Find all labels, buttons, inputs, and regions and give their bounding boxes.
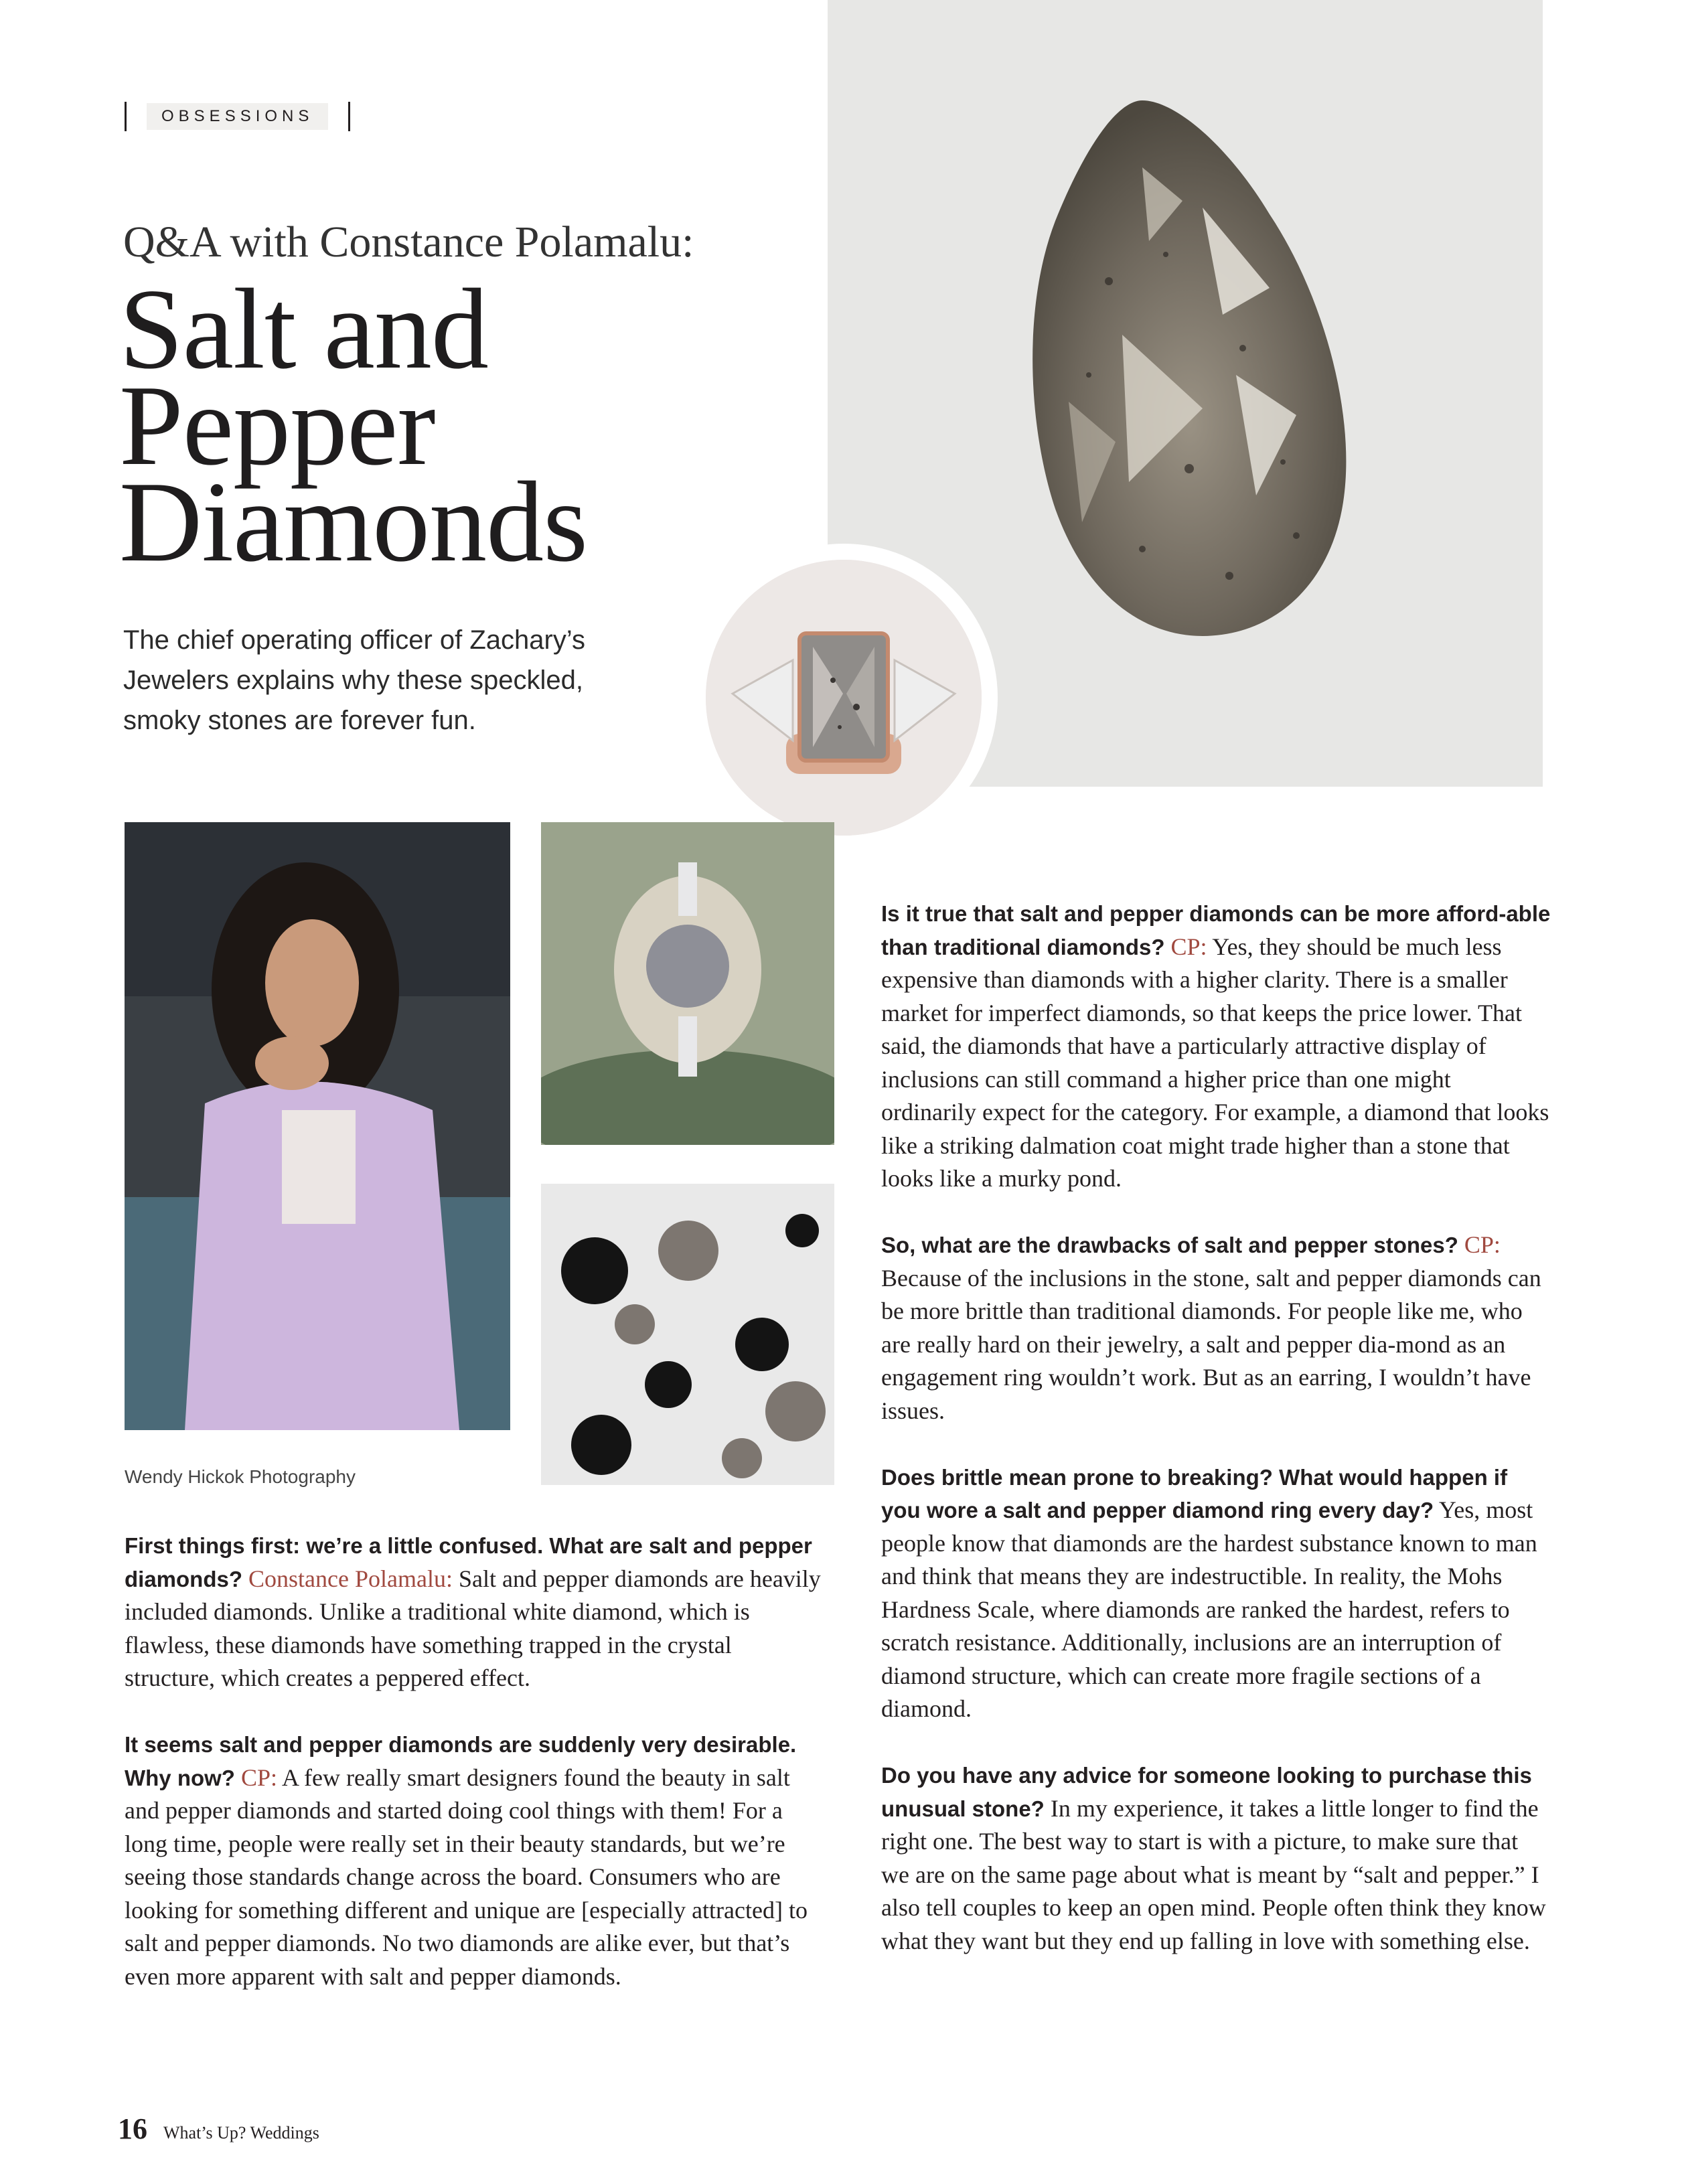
page-number: 16 (118, 2112, 147, 2145)
tag-rule-right (348, 102, 350, 131)
qa-item (125, 1728, 828, 1993)
question: Is it true that salt and pepper diamonds can be more afford-able than traditional diamonds? (881, 901, 1551, 959)
ring-circle-photo (690, 544, 998, 852)
photo-credit: Wendy Hickok Photography (125, 1466, 356, 1487)
dek: The chief operating officer of Zachary’s Jewelers explains why these speckled, smoky stones are forever fun. (123, 625, 585, 735)
article-column-right (881, 897, 1551, 1991)
speaker: CP: (1170, 933, 1207, 960)
folio (118, 2112, 319, 2146)
tag-rule-left (125, 102, 127, 131)
headline-line: Salt and (119, 266, 488, 393)
answer: Yes, they should be much less expensive than diamonds with a higher clarity. There is a smaller market for imperfect diamonds, so that keeps the price lower. That said, the diamonds that have a particularly attractive display of inclusions can still command a higher price than one might ordinarily expect for the category. For example, a diamond that looks like a striking dalmation coat might trade higher than a stone that looks like a murky pond. (881, 933, 1549, 1192)
speaker: Constance Polamalu: (248, 1565, 453, 1592)
qa-item (881, 1759, 1551, 1958)
answer: Because of the inclusions in the stone, salt and pepper diamonds can be more brittle than traditional diamonds. For people like me, who are really hard on their jewelry, a salt and pepper dia-mond as an engagement ring wouldn’t work. But as an earring, I wouldn’t have issues. (881, 1264, 1541, 1424)
question: It seems salt and pepper diamonds are suddenly very desirable. Why now? (125, 1732, 797, 1790)
answer: Salt and pepper diamonds are heavily included diamonds. Unlike a traditional white diamond, which is flawless, these diamonds have something trapped in the crystal structure, which creates a peppered effect. (125, 1565, 821, 1691)
headline-line: Diamonds (119, 459, 588, 586)
kicker: Q&A with Constance Polamalu: (123, 218, 694, 266)
loose-stones-photo (541, 1184, 834, 1485)
answer: A few really smart designers found the beauty in salt and pepper diamonds and started doing cool things with them! For a long time, people were really set in their beauty standards, but we’re seeing those standards change across the board. Consumers who are looking for something different and unique are [especially attracted] to salt and pepper diamonds. No two diamonds are alike ever, but that’s even more apparent with salt and pepper diamonds. (125, 1764, 808, 1990)
section-label: OBSESSIONS (147, 103, 328, 130)
qa-item (125, 1529, 828, 1695)
section-tag (125, 102, 350, 131)
question: First things first: we’re a little confused. What are salt and pepper diamonds? (125, 1533, 812, 1591)
qa-item (881, 1229, 1551, 1427)
speaker: CP: (240, 1764, 278, 1791)
article-column-left (125, 1529, 828, 2027)
qa-item (881, 1461, 1551, 1726)
qa-item (881, 897, 1551, 1196)
ring-closeup-photo (541, 822, 834, 1145)
answer: In my experience, it takes a little longer to find the right one. The best way to start is with a picture, to make sure that we are on the same page about what is meant by “salt and pepper.” I also tell couples to keep an open mind. People often think they know what they want but they end up falling in love with something else. (881, 1794, 1546, 1954)
answer: Yes, most people know that diamonds are the hardest substance known to man and think that means they are indestructible. In reality, the Mohs Hardness Scale, where diamonds are ranked the hardest, refers to scratch resistance. Additionally, inclusions are an interruption of diamond structure, which can create more fragile sections of a diamond. (881, 1496, 1537, 1722)
headline (119, 266, 722, 586)
speaker: CP: (1464, 1231, 1501, 1258)
headline-line: Pepper (119, 362, 435, 489)
question: Do you have any advice for someone looking to purchase this unusual stone? (881, 1763, 1532, 1821)
question: So, what are the drawbacks of salt and pepper stones? (881, 1233, 1458, 1257)
publication-name: What’s Up? Weddings (163, 2123, 319, 2142)
question: Does brittle mean prone to breaking? What would happen if you wore a salt and pepper diamond ring every day? (881, 1464, 1508, 1523)
portrait-photo (125, 822, 510, 1430)
